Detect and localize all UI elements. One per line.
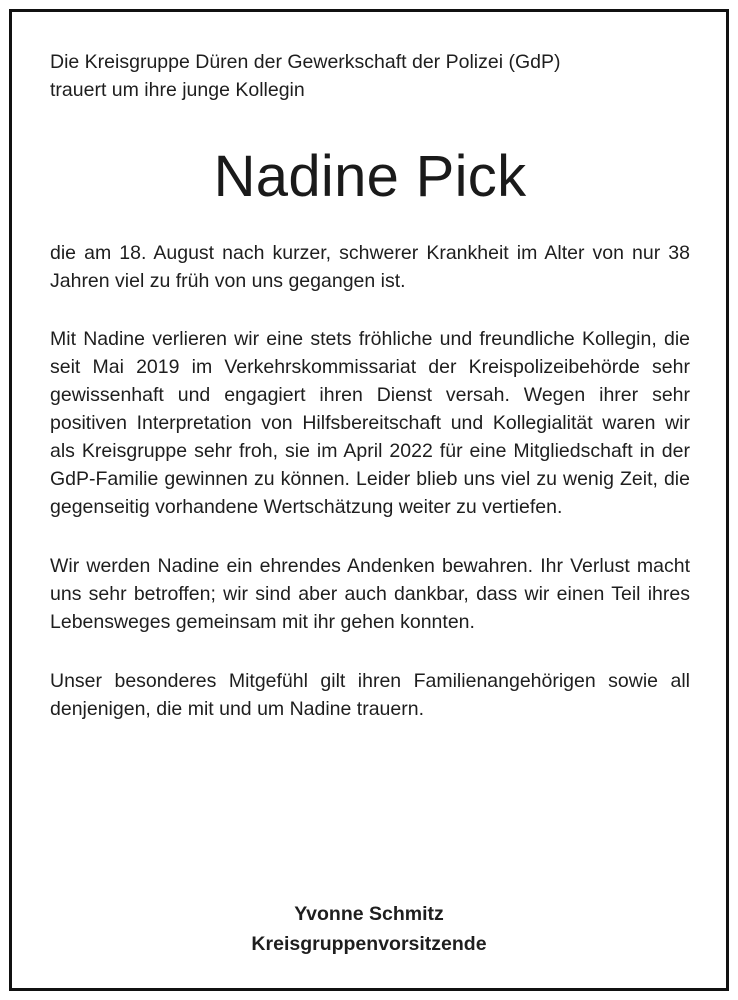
- notice-content: [50, 48, 690, 723]
- intro-line-1: Die Kreisgruppe Düren der Gewerkschaft der Polizei (GdP): [50, 51, 561, 73]
- intro-text: [50, 48, 690, 104]
- paragraph-tribute: Mit Nadine verlieren wir eine stets fröhliche und freundliche Kollegin, die seit Mai 2019 im Verkehrskommissariat der Kreispolizeibehörde sehr gewissenhaft und engagiert ihren Dienst versah. Wegen ihrer sehr positiven Interpretation von Hilfsbereitschaft und Kollegialität waren wir als Kreisgruppe sehr froh, sie im April 2022 für eine Mitgliedschaft in der GdP-Familie gewinnen zu können. Leider blieb uns viel zu wenig Zeit, die gegenseitig vorhandene Wertschätzung weiter zu vertiefen.: [50, 328, 690, 518]
- paragraph-death-info: die am 18. August nach kurzer, schwerer Krankheit im Alter von nur 38 Jahren viel zu früh von uns gegangen ist.: [50, 242, 690, 292]
- deceased-name: Nadine Pick: [213, 144, 527, 209]
- notice-frame: [9, 9, 729, 991]
- signature-role: Kreisgruppenvorsitzende: [251, 933, 487, 955]
- signature-block: [0, 899, 738, 959]
- paragraph-remembrance: Wir werden Nadine ein ehrendes Andenken bewahren. Ihr Verlust macht uns sehr betroffen; wir sind aber auch dankbar, dass wir einen Teil ihres Lebensweges gemeinsam mit ihr gehen konnten.: [50, 555, 690, 633]
- paragraph-condolence: Unser besonderes Mitgefühl gilt ihren Familienangehörigen sowie all denjenigen, die mit und um Nadine trauern.: [50, 670, 690, 720]
- signature-name: Yvonne Schmitz: [294, 903, 444, 925]
- intro-line-2: trauert um ihre junge Kollegin: [50, 79, 305, 101]
